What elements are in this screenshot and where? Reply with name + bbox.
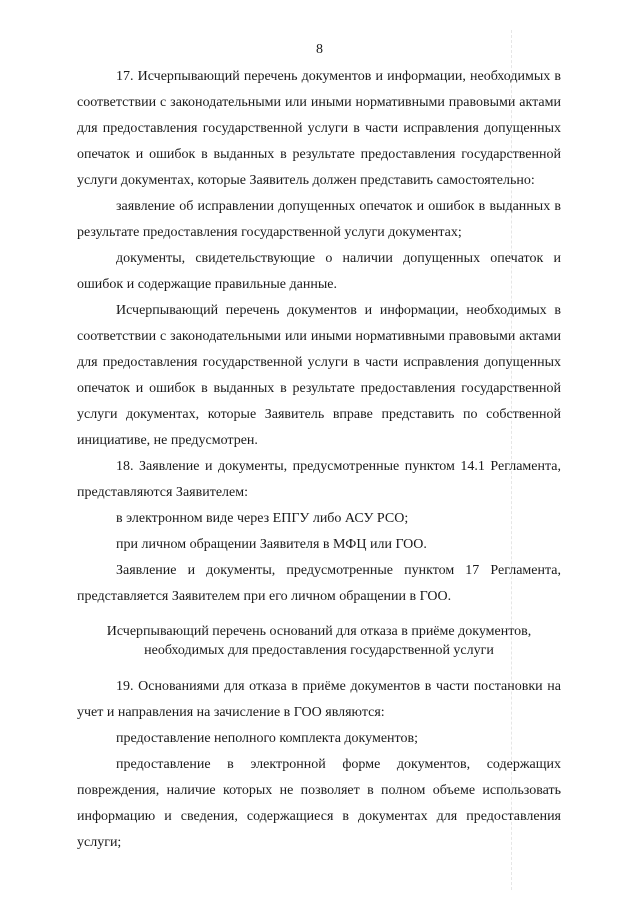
- document-body: [77, 64, 561, 856]
- paragraph-19: 19. Основаниями для отказа в приёме документов в части постановки на учет и направления на зачисление в ГОО являются:: [77, 679, 561, 720]
- paragraph-application: заявление об исправлении допущенных опечаток и ошибок в выданных в результате предоставления государственной услуги документах;: [77, 199, 561, 240]
- paragraph-incomplete-set: предоставление неполного комплекта документов;: [116, 731, 418, 746]
- paragraph-gou-submission: Заявление и документы, предусмотренные пунктом 17 Регламента, представляется Заявителем при его личном обращении в ГОО.: [77, 563, 561, 604]
- paragraph-personal-submission: при личном обращении Заявителя в МФЦ или ГОО.: [116, 537, 427, 552]
- page-number: 8: [316, 42, 323, 57]
- paragraph-17: 17. Исчерпывающий перечень документов и информации, необходимых в соответствии с законодательными или иными нормативными правовыми актами для предоставления государственной услуги в части исправления допущенных опечаток и ошибок в выданных в результате предоставления государственной услуги документах, которые Заявитель должен представить самостоятельно:: [77, 69, 561, 188]
- section-heading-line-2: необходимых для предоставления государственной услуги: [144, 643, 494, 658]
- paragraph-18: 18. Заявление и документы, предусмотренные пунктом 14.1 Регламента, представляются Заявителем:: [77, 459, 561, 500]
- paragraph-damaged-documents: предоставление в электронной форме документов, содержащих повреждения, наличие которых не позволяет в полном объеме использовать информацию и сведения, содержащиеся в документах для предоставления услуги;: [77, 757, 561, 850]
- paragraph-supporting-documents: документы, свидетельствующие о наличии допущенных опечаток и ошибок и содержащие правильные данные.: [77, 251, 561, 292]
- paragraph-electronic-submission: в электронном виде через ЕПГУ либо АСУ РСО;: [116, 511, 409, 526]
- section-heading-line-1: Исчерпывающий перечень оснований для отказа в приёме документов,: [106, 624, 532, 639]
- paragraph-optional-documents: Исчерпывающий перечень документов и информации, необходимых в соответствии с законодательными или иными нормативными правовыми актами для предоставления государственной услуги в части исправления допущенных опечаток и ошибок в выданных в результате предоставления государственной услуги документах, которые Заявитель вправе представить по собственной инициативе, не предусмотрен.: [77, 303, 561, 448]
- section-heading: [77, 622, 561, 660]
